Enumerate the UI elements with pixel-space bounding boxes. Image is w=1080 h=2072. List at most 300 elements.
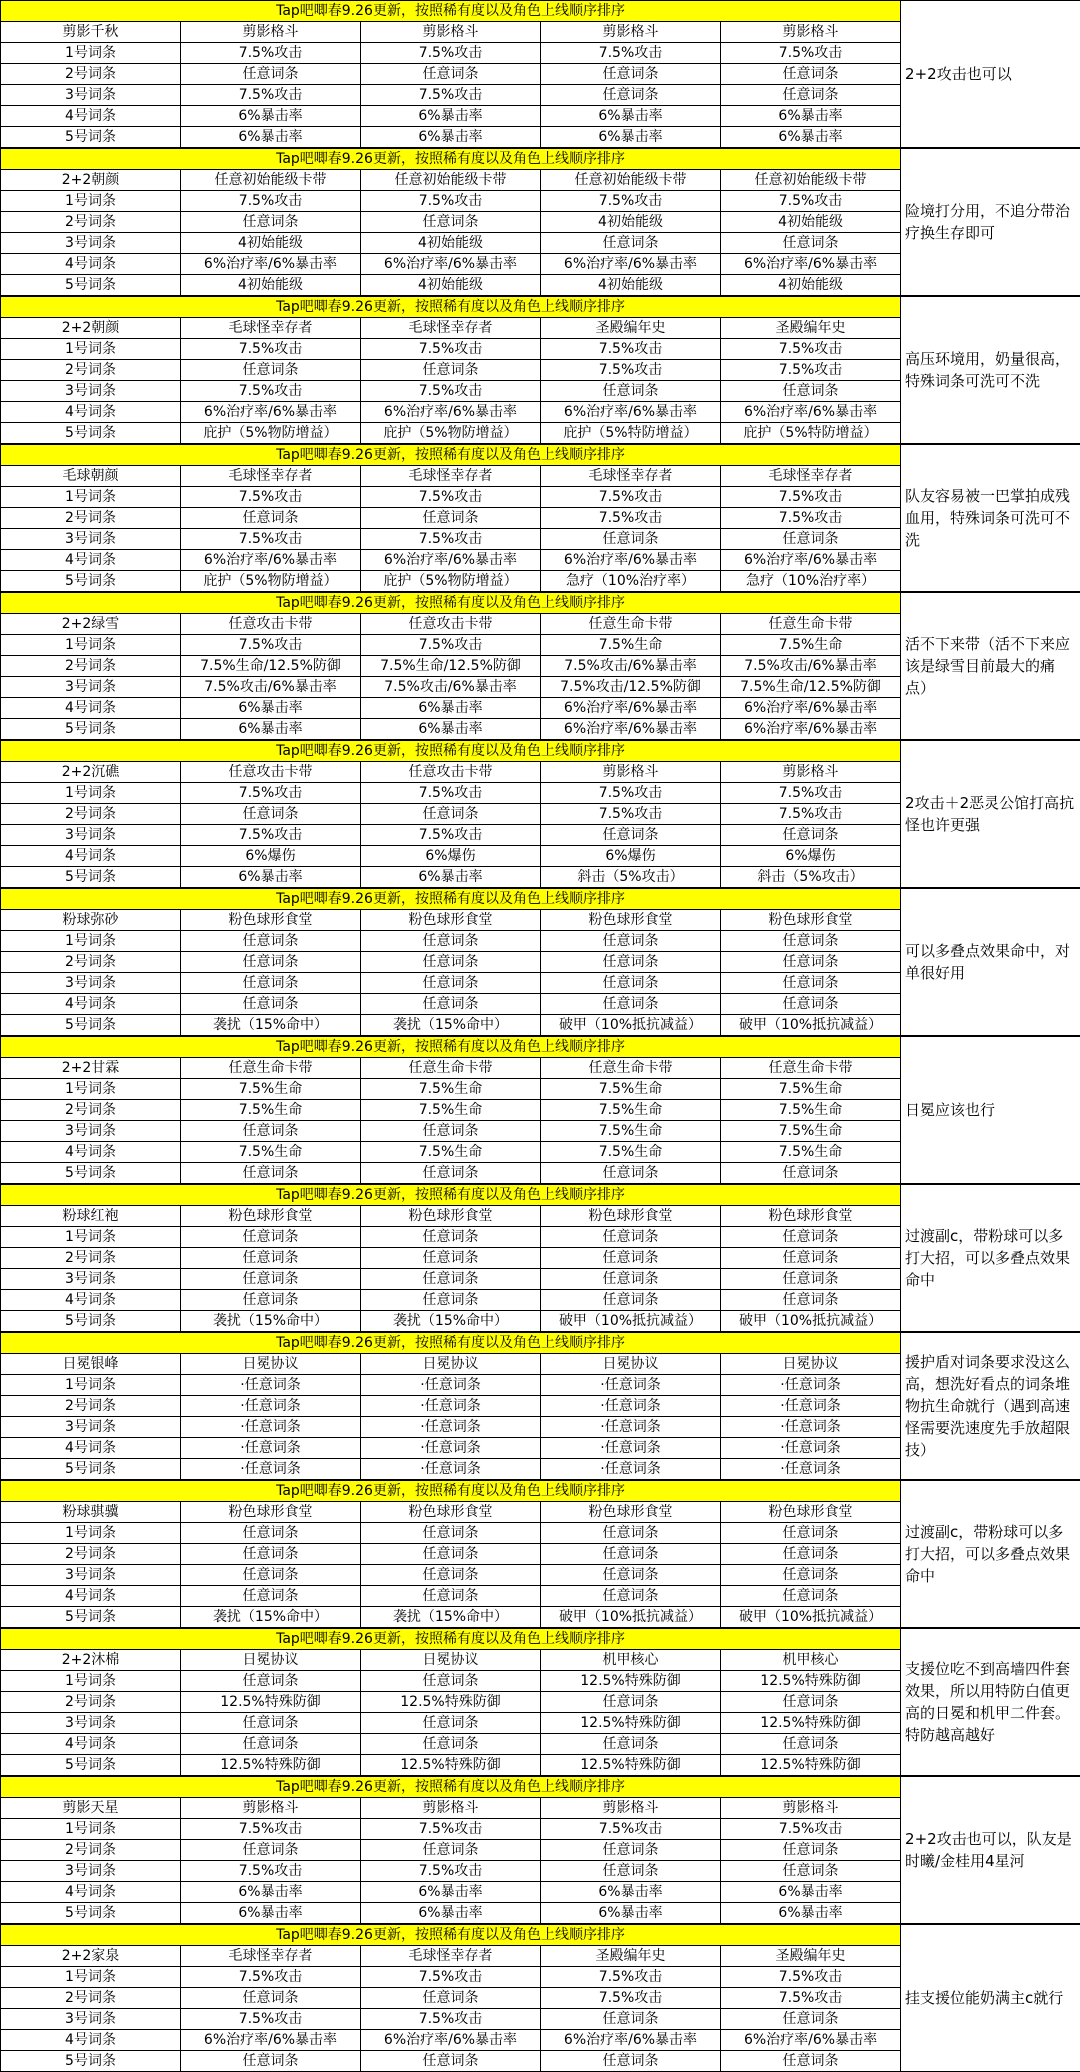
- stat-cell: 7.5%攻击: [721, 804, 901, 825]
- cartridge-slot-1: 日冕协议: [181, 1354, 361, 1375]
- row-label: 3号词条: [1, 2009, 181, 2030]
- stat-cell: 7.5%生命: [721, 635, 901, 656]
- stat-cell: 6%治疗率/6%暴击率: [361, 254, 541, 275]
- stat-cell: 任意词条: [361, 360, 541, 381]
- stat-cell: 7.5%攻击: [181, 529, 361, 550]
- stat-cell: 任意词条: [181, 973, 361, 994]
- stat-cell: ·任意词条: [721, 1459, 901, 1480]
- row-label: 5号词条: [1, 719, 181, 740]
- stat-cell: 任意词条: [721, 85, 901, 106]
- stat-cell: 任意词条: [361, 931, 541, 952]
- build-note: 活不下来带（活不下来应该是绿雪目前最大的痛点）: [901, 593, 1080, 740]
- stat-cell: 任意词条: [361, 64, 541, 85]
- stat-cell: 任意词条: [721, 1734, 901, 1755]
- stat-cell: 任意词条: [721, 1861, 901, 1882]
- stat-cell: 袭扰（15%命中）: [181, 1607, 361, 1628]
- stat-cell: 7.5%攻击: [721, 191, 901, 212]
- stat-cell: 6%暴击率: [181, 698, 361, 719]
- stat-cell: 任意词条: [721, 1269, 901, 1290]
- stat-cell: 任意词条: [181, 1523, 361, 1544]
- cartridge-slot-3: 机甲核心: [541, 1650, 721, 1671]
- build-block: [0, 888, 1080, 1036]
- row-label: 1号词条: [1, 1671, 181, 1692]
- stat-cell: 斜击（5%攻击）: [541, 867, 721, 888]
- cartridge-slot-4: 任意生命卡带: [721, 1058, 901, 1079]
- row-label: 5号词条: [1, 1163, 181, 1184]
- stat-cell: 任意词条: [721, 1586, 901, 1607]
- stat-cell: 任意词条: [541, 952, 721, 973]
- stat-cell: 任意词条: [721, 529, 901, 550]
- row-label: 4号词条: [1, 994, 181, 1015]
- build-note: 2+2攻击也可以: [901, 1, 1080, 148]
- cartridge-slot-3: 剪影格斗: [541, 1798, 721, 1819]
- cartridge-slot-4: 任意初始能级卡带: [721, 170, 901, 191]
- cartridge-slot-2: 毛球怪幸存者: [361, 466, 541, 487]
- character-name: 日冕银峰: [1, 1354, 181, 1375]
- row-label: 4号词条: [1, 1290, 181, 1311]
- stat-cell: 4初始能级: [361, 233, 541, 254]
- stat-cell: 7.5%生命: [361, 1079, 541, 1100]
- build-note: 可以多叠点效果命中，对单很好用: [901, 889, 1080, 1036]
- stat-cell: 任意词条: [541, 1248, 721, 1269]
- cartridge-slot-2: 任意初始能级卡带: [361, 170, 541, 191]
- row-label: 2号词条: [1, 1544, 181, 1565]
- cartridge-slot-4: 剪影格斗: [721, 22, 901, 43]
- stat-cell: 12.5%特殊防御: [721, 1755, 901, 1776]
- stat-cell: 任意词条: [721, 1248, 901, 1269]
- stat-cell: 6%暴击率: [361, 867, 541, 888]
- stat-cell: 任意词条: [361, 1523, 541, 1544]
- stat-cell: 6%暴击率: [361, 1882, 541, 1903]
- stat-cell: 7.5%生命/12.5%防御: [361, 656, 541, 677]
- stat-cell: 任意词条: [721, 931, 901, 952]
- cartridge-slot-1: 毛球怪幸存者: [181, 318, 361, 339]
- stat-cell: 任意词条: [361, 212, 541, 233]
- stat-cell: 7.5%攻击: [361, 1819, 541, 1840]
- stat-cell: 庇护（5%特防增益）: [541, 423, 721, 444]
- stat-cell: 任意词条: [541, 1523, 721, 1544]
- stat-cell: 任意词条: [181, 64, 361, 85]
- stat-cell: 任意词条: [541, 2009, 721, 2030]
- stat-cell: 任意词条: [721, 952, 901, 973]
- stat-cell: 任意词条: [361, 973, 541, 994]
- row-label: 2号词条: [1, 1840, 181, 1861]
- stat-cell: 7.5%攻击: [181, 635, 361, 656]
- stat-cell: 7.5%生命: [541, 1079, 721, 1100]
- stat-cell: 7.5%攻击: [361, 339, 541, 360]
- cartridge-slot-1: 剪影格斗: [181, 1798, 361, 1819]
- stat-cell: ·任意词条: [721, 1375, 901, 1396]
- stat-cell: ·任意词条: [721, 1438, 901, 1459]
- stat-cell: 急疗（10%治疗率）: [721, 571, 901, 592]
- cartridge-slot-2: 任意攻击卡带: [361, 614, 541, 635]
- stat-cell: 7.5%生命/12.5%防御: [721, 677, 901, 698]
- row-label: 5号词条: [1, 1311, 181, 1332]
- stat-cell: 7.5%攻击: [181, 85, 361, 106]
- stat-cell: 破甲（10%抵抗减益）: [541, 1015, 721, 1036]
- stat-cell: 斜击（5%攻击）: [721, 867, 901, 888]
- stat-cell: 任意词条: [181, 1544, 361, 1565]
- stat-cell: 7.5%攻击: [361, 487, 541, 508]
- row-label: 1号词条: [1, 1079, 181, 1100]
- stat-cell: 7.5%生命: [361, 1100, 541, 1121]
- row-label: 2号词条: [1, 1100, 181, 1121]
- row-label: 5号词条: [1, 2051, 181, 2072]
- stat-cell: 7.5%攻击: [541, 1819, 721, 1840]
- stat-cell: 7.5%攻击: [181, 825, 361, 846]
- stat-cell: 7.5%生命/12.5%防御: [181, 656, 361, 677]
- row-label: 2号词条: [1, 804, 181, 825]
- stat-cell: 任意词条: [721, 1163, 901, 1184]
- stat-cell: 任意词条: [541, 994, 721, 1015]
- stat-cell: 7.5%攻击: [361, 2009, 541, 2030]
- character-name: 2+2沐棉: [1, 1650, 181, 1671]
- stat-cell: 6%治疗率/6%暴击率: [721, 402, 901, 423]
- row-label: 5号词条: [1, 867, 181, 888]
- update-banner: Tap吧唧春9.26更新，按照稀有度以及角色上线顺序排序: [1, 1333, 901, 1354]
- stat-cell: 任意词条: [721, 1290, 901, 1311]
- cartridge-slot-3: 任意初始能级卡带: [541, 170, 721, 191]
- stat-cell: ·任意词条: [541, 1375, 721, 1396]
- character-name: 2+2沉礁: [1, 762, 181, 783]
- row-label: 1号词条: [1, 43, 181, 64]
- stat-cell: 6%暴击率: [361, 106, 541, 127]
- stat-cell: 7.5%攻击: [721, 339, 901, 360]
- cartridge-slot-2: 任意生命卡带: [361, 1058, 541, 1079]
- row-label: 3号词条: [1, 1121, 181, 1142]
- stat-cell: 任意词条: [541, 1544, 721, 1565]
- row-label: 2号词条: [1, 952, 181, 973]
- stat-cell: 7.5%生命: [541, 1121, 721, 1142]
- stat-cell: 4初始能级: [721, 212, 901, 233]
- character-name: 剪影天星: [1, 1798, 181, 1819]
- row-label: 4号词条: [1, 402, 181, 423]
- cartridge-slot-3: 剪影格斗: [541, 22, 721, 43]
- character-name: 2+2朝颜: [1, 170, 181, 191]
- row-label: 5号词条: [1, 1903, 181, 1924]
- stat-cell: 任意词条: [721, 825, 901, 846]
- stat-cell: 7.5%生命: [721, 1142, 901, 1163]
- stat-cell: 6%治疗率/6%暴击率: [181, 2030, 361, 2051]
- stat-cell: 任意词条: [181, 952, 361, 973]
- stat-cell: 7.5%生命: [541, 635, 721, 656]
- row-label: 3号词条: [1, 529, 181, 550]
- stat-cell: 12.5%特殊防御: [361, 1755, 541, 1776]
- stat-cell: ·任意词条: [181, 1417, 361, 1438]
- character-name: 2+2朝颜: [1, 318, 181, 339]
- stat-cell: 袭扰（15%命中）: [361, 1311, 541, 1332]
- stat-cell: 任意词条: [181, 1565, 361, 1586]
- stat-cell: 6%暴击率: [181, 719, 361, 740]
- stat-cell: 袭扰（15%命中）: [361, 1607, 541, 1628]
- row-label: 3号词条: [1, 825, 181, 846]
- stat-cell: 6%暴击率: [721, 1882, 901, 1903]
- cartridge-slot-2: 粉色球形食堂: [361, 1206, 541, 1227]
- cartridge-slot-1: 毛球怪幸存者: [181, 466, 361, 487]
- cartridge-slot-4: 粉色球形食堂: [721, 910, 901, 931]
- stat-cell: 6%暴击率: [541, 106, 721, 127]
- stat-cell: 任意词条: [361, 508, 541, 529]
- character-name: 毛球朝颜: [1, 466, 181, 487]
- build-block: [0, 1184, 1080, 1332]
- stat-cell: 6%爆伤: [721, 846, 901, 867]
- update-banner: Tap吧唧春9.26更新，按照稀有度以及角色上线顺序排序: [1, 297, 901, 318]
- stat-cell: 6%治疗率/6%暴击率: [721, 698, 901, 719]
- row-label: 3号词条: [1, 1861, 181, 1882]
- row-label: 4号词条: [1, 846, 181, 867]
- stat-cell: 7.5%攻击: [541, 1988, 721, 2009]
- character-name: 粉球弥砂: [1, 910, 181, 931]
- stat-cell: 任意词条: [181, 994, 361, 1015]
- stat-cell: 任意词条: [721, 1840, 901, 1861]
- stat-cell: 7.5%生命: [361, 1142, 541, 1163]
- row-label: 1号词条: [1, 487, 181, 508]
- stat-cell: 7.5%攻击: [721, 487, 901, 508]
- stat-cell: 急疗（10%治疗率）: [541, 571, 721, 592]
- row-label: 3号词条: [1, 381, 181, 402]
- row-label: 5号词条: [1, 1607, 181, 1628]
- stat-cell: ·任意词条: [361, 1396, 541, 1417]
- stat-cell: 6%治疗率/6%暴击率: [541, 698, 721, 719]
- build-block: [0, 1036, 1080, 1184]
- stat-cell: 7.5%攻击: [361, 1861, 541, 1882]
- build-block: [0, 0, 1080, 148]
- build-note: 支援位吃不到高墙四件套效果，所以用特防白值更高的日冕和机甲二件套。特防越高越好: [901, 1629, 1080, 1776]
- row-label: 1号词条: [1, 931, 181, 952]
- row-label: 5号词条: [1, 1755, 181, 1776]
- cartridge-slot-2: 剪影格斗: [361, 1798, 541, 1819]
- cartridge-slot-1: 粉色球形食堂: [181, 1206, 361, 1227]
- stat-cell: ·任意词条: [541, 1396, 721, 1417]
- stat-cell: 任意词条: [361, 1269, 541, 1290]
- stat-cell: 任意词条: [181, 1586, 361, 1607]
- cartridge-slot-4: 圣殿编年史: [721, 1946, 901, 1967]
- build-note: 过渡副c，带粉球可以多打大招，可以多叠点效果命中: [901, 1481, 1080, 1628]
- update-banner: Tap吧唧春9.26更新，按照稀有度以及角色上线顺序排序: [1, 741, 901, 762]
- build-note: 日冕应该也行: [901, 1037, 1080, 1184]
- row-label: 4号词条: [1, 1586, 181, 1607]
- character-name: 2+2绿雪: [1, 614, 181, 635]
- stat-cell: 庇护（5%物防增益）: [181, 571, 361, 592]
- stat-cell: 袭扰（15%命中）: [361, 1015, 541, 1036]
- row-label: 4号词条: [1, 550, 181, 571]
- update-banner: Tap吧唧春9.26更新，按照稀有度以及角色上线顺序排序: [1, 889, 901, 910]
- row-label: 5号词条: [1, 127, 181, 148]
- cartridge-slot-3: 粉色球形食堂: [541, 1502, 721, 1523]
- stat-cell: 6%治疗率/6%暴击率: [541, 550, 721, 571]
- stat-cell: 任意词条: [721, 64, 901, 85]
- stat-cell: 7.5%攻击: [721, 1819, 901, 1840]
- stat-cell: 庇护（5%物防增益）: [181, 423, 361, 444]
- update-banner: Tap吧唧春9.26更新，按照稀有度以及角色上线顺序排序: [1, 1629, 901, 1650]
- update-banner: Tap吧唧春9.26更新，按照稀有度以及角色上线顺序排序: [1, 1, 901, 22]
- build-note: 高压环境用，奶量很高，特殊词条可洗可不洗: [901, 297, 1080, 444]
- row-label: 3号词条: [1, 1713, 181, 1734]
- cartridge-slot-4: 日冕协议: [721, 1354, 901, 1375]
- stat-cell: 7.5%攻击: [541, 508, 721, 529]
- stat-cell: 6%治疗率/6%暴击率: [541, 719, 721, 740]
- cartridge-slot-1: 日冕协议: [181, 1650, 361, 1671]
- character-name: 粉球骐骥: [1, 1502, 181, 1523]
- stat-cell: 6%暴击率: [361, 698, 541, 719]
- stat-cell: ·任意词条: [541, 1459, 721, 1480]
- character-name: 剪影千秋: [1, 22, 181, 43]
- build-note: 2攻击＋2恶灵公馆打高抗怪也许更强: [901, 741, 1080, 888]
- stat-cell: 任意词条: [361, 1121, 541, 1142]
- cartridge-slot-3: 任意生命卡带: [541, 614, 721, 635]
- update-banner: Tap吧唧春9.26更新，按照稀有度以及角色上线顺序排序: [1, 1037, 901, 1058]
- row-label: 1号词条: [1, 1523, 181, 1544]
- stat-cell: 7.5%攻击: [721, 1988, 901, 2009]
- row-label: 4号词条: [1, 1734, 181, 1755]
- stat-cell: 12.5%特殊防御: [361, 1692, 541, 1713]
- stat-cell: 4初始能级: [361, 275, 541, 296]
- stat-cell: ·任意词条: [541, 1438, 721, 1459]
- cartridge-slot-4: 机甲核心: [721, 1650, 901, 1671]
- stat-cell: ·任意词条: [181, 1459, 361, 1480]
- stat-cell: 6%暴击率: [541, 1903, 721, 1924]
- stat-cell: 任意词条: [541, 973, 721, 994]
- row-label: 3号词条: [1, 677, 181, 698]
- stat-cell: 6%治疗率/6%暴击率: [721, 254, 901, 275]
- build-note: 队友容易被一巴掌拍成残血用，特殊词条可洗可不洗: [901, 445, 1080, 592]
- stat-cell: 7.5%攻击/6%暴击率: [181, 677, 361, 698]
- stat-cell: 7.5%攻击: [181, 783, 361, 804]
- build-block: [0, 148, 1080, 296]
- stat-cell: 6%暴击率: [361, 719, 541, 740]
- stat-cell: 任意词条: [361, 2051, 541, 2072]
- stat-cell: 任意词条: [721, 2051, 901, 2072]
- row-label: 3号词条: [1, 85, 181, 106]
- stat-cell: 任意词条: [181, 212, 361, 233]
- stat-cell: 6%暴击率: [361, 1903, 541, 1924]
- row-label: 3号词条: [1, 1269, 181, 1290]
- stat-cell: 7.5%攻击: [541, 1967, 721, 1988]
- stat-cell: 任意词条: [721, 2009, 901, 2030]
- cartridge-slot-3: 圣殿编年史: [541, 318, 721, 339]
- cartridge-slot-1: 任意攻击卡带: [181, 614, 361, 635]
- cartridge-slot-2: 日冕协议: [361, 1354, 541, 1375]
- build-note: 过渡副c，带粉球可以多打大招，可以多叠点效果命中: [901, 1185, 1080, 1332]
- stat-cell: ·任意词条: [541, 1417, 721, 1438]
- stat-cell: 7.5%攻击: [541, 339, 721, 360]
- row-label: 3号词条: [1, 1417, 181, 1438]
- build-block: [0, 1332, 1080, 1480]
- stat-cell: 7.5%攻击: [541, 487, 721, 508]
- stat-cell: 任意词条: [181, 1227, 361, 1248]
- stat-cell: 6%治疗率/6%暴击率: [721, 550, 901, 571]
- stat-cell: 6%治疗率/6%暴击率: [721, 2030, 901, 2051]
- cartridge-slot-3: 剪影格斗: [541, 762, 721, 783]
- stat-cell: 任意词条: [361, 1988, 541, 2009]
- cartridge-slot-3: 日冕协议: [541, 1354, 721, 1375]
- stat-cell: 7.5%生命: [181, 1079, 361, 1100]
- row-label: 2号词条: [1, 1692, 181, 1713]
- cartridge-slot-2: 任意攻击卡带: [361, 762, 541, 783]
- stat-cell: 任意词条: [181, 1269, 361, 1290]
- build-block: [0, 740, 1080, 888]
- row-label: 4号词条: [1, 1438, 181, 1459]
- stat-cell: 任意词条: [181, 1248, 361, 1269]
- stat-cell: 7.5%攻击: [721, 360, 901, 381]
- stat-cell: 破甲（10%抵抗减益）: [541, 1311, 721, 1332]
- stat-cell: 任意词条: [541, 1290, 721, 1311]
- row-label: 2号词条: [1, 1248, 181, 1269]
- row-label: 2号词条: [1, 360, 181, 381]
- stat-cell: 任意词条: [181, 1121, 361, 1142]
- character-name: 粉球红袍: [1, 1206, 181, 1227]
- stat-cell: 6%爆伤: [181, 846, 361, 867]
- cartridge-slot-2: 粉色球形食堂: [361, 910, 541, 931]
- stat-cell: 4初始能级: [541, 212, 721, 233]
- stat-cell: 7.5%攻击: [361, 635, 541, 656]
- update-banner: Tap吧唧春9.26更新，按照稀有度以及角色上线顺序排序: [1, 593, 901, 614]
- character-name: 2+2家泉: [1, 1946, 181, 1967]
- stat-cell: 破甲（10%抵抗减益）: [721, 1607, 901, 1628]
- stat-cell: 7.5%攻击: [361, 85, 541, 106]
- cartridge-slot-2: 毛球怪幸存者: [361, 318, 541, 339]
- cartridge-slot-4: 粉色球形食堂: [721, 1502, 901, 1523]
- stat-cell: 7.5%攻击: [361, 381, 541, 402]
- stat-cell: 6%暴击率: [181, 106, 361, 127]
- cartridge-slot-3: 任意生命卡带: [541, 1058, 721, 1079]
- stat-cell: 任意词条: [361, 994, 541, 1015]
- stat-cell: ·任意词条: [361, 1438, 541, 1459]
- row-label: 1号词条: [1, 339, 181, 360]
- stat-cell: 6%暴击率: [541, 1882, 721, 1903]
- stat-cell: 庇护（5%特防增益）: [721, 423, 901, 444]
- stat-cell: 12.5%特殊防御: [181, 1755, 361, 1776]
- update-banner: Tap吧唧春9.26更新，按照稀有度以及角色上线顺序排序: [1, 1481, 901, 1502]
- row-label: 1号词条: [1, 1375, 181, 1396]
- stat-cell: 任意词条: [721, 233, 901, 254]
- stat-cell: 4初始能级: [541, 275, 721, 296]
- stat-cell: 庇护（5%物防增益）: [361, 571, 541, 592]
- stat-cell: 12.5%特殊防御: [721, 1713, 901, 1734]
- stat-cell: 任意词条: [361, 1163, 541, 1184]
- stat-cell: 任意词条: [541, 1692, 721, 1713]
- stat-cell: 4初始能级: [721, 275, 901, 296]
- stat-cell: 7.5%攻击: [181, 487, 361, 508]
- stat-cell: 任意词条: [361, 1290, 541, 1311]
- stat-cell: 6%治疗率/6%暴击率: [721, 719, 901, 740]
- stat-cell: 7.5%攻击: [541, 804, 721, 825]
- stat-cell: 任意词条: [361, 1544, 541, 1565]
- cartridge-slot-1: 任意初始能级卡带: [181, 170, 361, 191]
- cartridge-slot-1: 粉色球形食堂: [181, 910, 361, 931]
- cartridge-slot-1: 任意攻击卡带: [181, 762, 361, 783]
- stat-cell: 6%治疗率/6%暴击率: [181, 550, 361, 571]
- stat-cell: 任意词条: [721, 1565, 901, 1586]
- stat-cell: 任意词条: [181, 1290, 361, 1311]
- stat-cell: 7.5%生命: [721, 1100, 901, 1121]
- cartridge-slot-2: 粉色球形食堂: [361, 1502, 541, 1523]
- stat-cell: 任意词条: [541, 381, 721, 402]
- stat-cell: 任意词条: [361, 1671, 541, 1692]
- stat-cell: 6%治疗率/6%暴击率: [541, 402, 721, 423]
- stat-cell: 7.5%攻击: [181, 1861, 361, 1882]
- stat-cell: 6%暴击率: [181, 127, 361, 148]
- stat-cell: 任意词条: [361, 1713, 541, 1734]
- cartridge-slot-4: 粉色球形食堂: [721, 1206, 901, 1227]
- stat-cell: 12.5%特殊防御: [721, 1671, 901, 1692]
- stat-cell: 任意词条: [541, 1840, 721, 1861]
- stat-cell: 任意词条: [361, 1586, 541, 1607]
- build-block: [0, 444, 1080, 592]
- stat-cell: 任意词条: [181, 2051, 361, 2072]
- row-label: 2号词条: [1, 508, 181, 529]
- row-label: 4号词条: [1, 2030, 181, 2051]
